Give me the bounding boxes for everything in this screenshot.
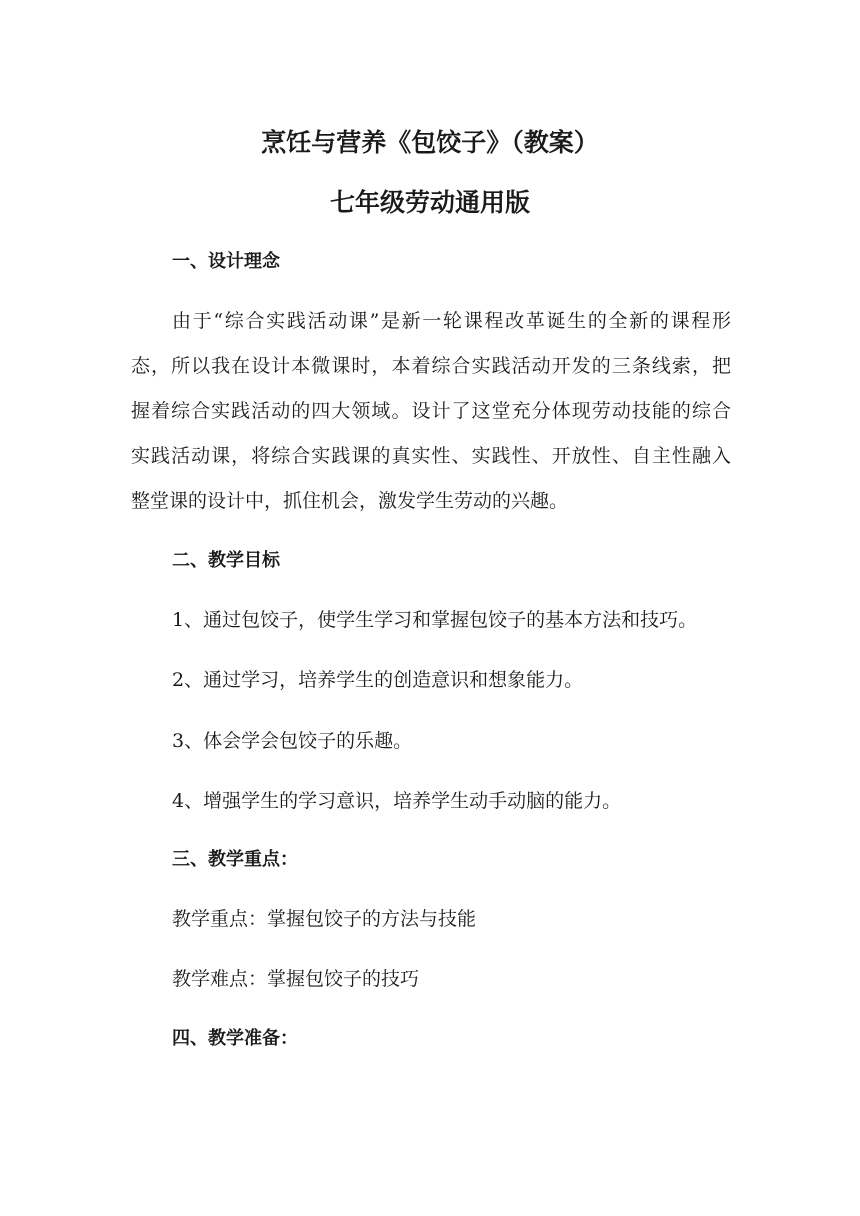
section-heading-key-points: 三、教学重点：: [172, 849, 298, 870]
paragraph-line: 由于“综合实践活动课”是新一轮课程改革诞生的全新的课程形: [172, 310, 731, 332]
section-heading-design-concept: 一、设计理念: [172, 251, 280, 272]
document-title: 烹饪与营养《包饺子》（教案）: [261, 128, 599, 157]
goal-item: 3、体会学会包饺子的乐趣。: [172, 730, 413, 752]
paragraph-line: 整堂课的设计中，抓住机会，激发学生劳动的兴趣。: [131, 490, 569, 512]
section-heading-preparation: 四、教学准备：: [172, 1028, 298, 1049]
goal-item: 2、通过学习，培养学生的创造意识和想象能力。: [172, 669, 584, 691]
section-heading-teaching-goals: 二、教学目标: [172, 550, 280, 571]
goal-item: 4、增强学生的学习意识，培养学生动手动脑的能力。: [172, 790, 622, 812]
difficulty-item: 教学难点：掌握包饺子的技巧: [172, 968, 420, 990]
paragraph-line: 握着综合实践活动的四大领域。设计了这堂充分体现劳动技能的综合: [131, 400, 731, 422]
paragraph-line: 实践活动课，将综合实践课的真实性、实践性、开放性、自主性融入: [131, 445, 731, 467]
goal-item: 1、通过包饺子，使学生学习和掌握包饺子的基本方法和技巧。: [172, 609, 698, 631]
document-subtitle: 七年级劳动通用版: [329, 188, 530, 217]
paragraph-line: 态，所以我在设计本微课时，本着综合实践活动开发的三条线索，把: [131, 355, 731, 377]
key-point-item: 教学重点：掌握包饺子的方法与技能: [172, 908, 477, 930]
